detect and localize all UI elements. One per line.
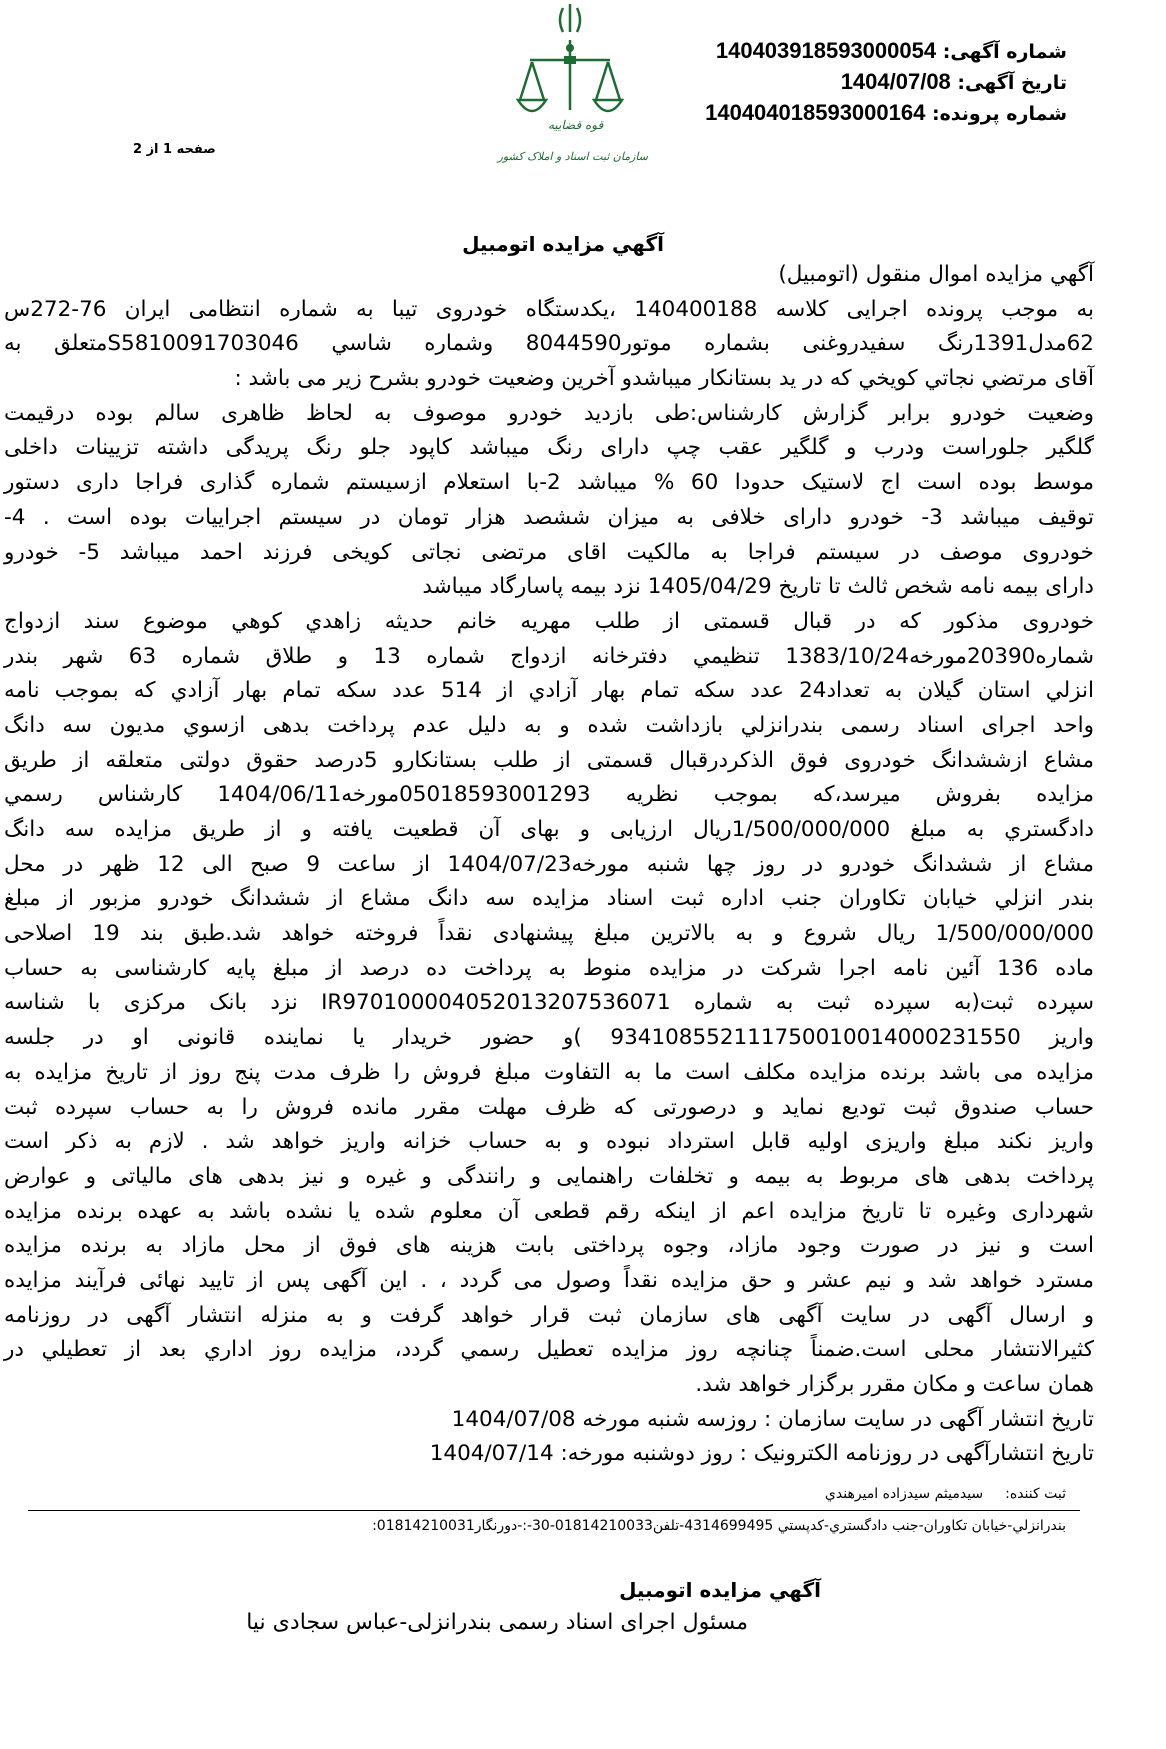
registrar-row — [825, 1486, 1066, 1502]
document-title: آگهي مزايده اتومبيل — [462, 232, 664, 256]
notice-text-line: سپرده ثبت(به سپرده ثبت به شماره IR970100004052013207536071 نزد بانک مرکزی با شناسه — [4, 990, 1094, 1016]
notice-text-line: مزایده می باشد برنده مزایده مکلف است ما به التفاوت مبلغ فروش را ظرف مدت پنج روز از تاریخ مزایده به — [4, 1059, 1094, 1085]
notice-text-line: آقای مرتضي نجاتي كويخي كه در يد بستانكار ميباشدو آخرین وضعیت خودرو بشرح زیر می باشد : — [234, 366, 1094, 392]
notice-text-line: واریز 934108552111750010014000231550 )و حضور خریدار یا نماینده قانونی او در جلسه — [4, 1025, 1094, 1051]
notice-text-line: خودروی موصف در سیستم فراجا به مالکیت اقای مرتضی نجاتی کویخی فرزند احمد میباشد 5- خودرو — [4, 539, 1094, 565]
notice-text-line: مسترد خواهد شد و نیم عشر و حق مزایده نقداً وصول می گردد ، . این آگهی پس از تایید نهائی فرآیند مزایده — [4, 1267, 1094, 1293]
notice-text-line: پرداخت بدهی های مربوط به بیمه و تخلفات راهنمایی و رانندگی و غیره و نیز بدهی های مالیاتی و عوارض — [4, 1163, 1094, 1189]
notice-text-line: واحد اجرای اسناد رسمی بندرانزلي بازداشت شده و به دلیل عدم پرداخت بدهی ازسوي مديون سه دانگ — [4, 712, 1094, 738]
notice-text-line: خودروی مذکور که در قبال قسمتی از طلب مهریه خانم حدیثه زاهدي كوهي موضوع سند ازدواج — [4, 608, 1094, 634]
ad-meta-block — [705, 36, 1067, 129]
notice-text-line: بندر انزلي خيابان تكاوران جنب اداره ثبت اسناد مزایده سه دانگ مشاع از ششدانگ خودرو مزبور از مبلغ — [4, 886, 1094, 912]
signatory: مسئول اجرای اسناد رسمی بندرانزلی-عباس سجادی نیا — [246, 1610, 748, 1635]
notice-text-line: حساب صندوق ثبت تودیع نماید و درصورتی که ظرف مهلت مقرر مانده فروش را به حساب سپرده ثبت — [4, 1094, 1094, 1120]
ad-number: 140403918593000054 — [715, 38, 937, 63]
ad-number-row — [705, 36, 1067, 67]
ad-number-label: شماره آگهی: — [942, 41, 1067, 63]
notice-text-line: گلگیر جلوراست ودرب و گلگیر عقب چپ دارای رنگ میباشد کاپود جلو رنگ پریدگی داشته تزیینات داخلی — [4, 435, 1094, 461]
notice-text-line: تاریخ انتشارآگهی در روزنامه الکترونیک : روز دوشنبه مورخه: 1404/07/14 — [429, 1441, 1094, 1467]
notice-text-line: و ارسال آگهی در سایت آگهی های سازمان ثبت قرار خواهد گرفت و به منزله انتشار آگهی در روزنامه — [4, 1302, 1094, 1328]
notice-text-line: ماده 136 آئین نامه اجرا شرکت در مزایده منوط به پرداخت ده درصد از مبلغ پایه کارشناسی به حساب — [4, 955, 1094, 981]
notice-title-repeat: آگهي مزايده اتومبيل — [619, 1578, 821, 1602]
notice-text-line: توقیف میباشد 3- خودرو دارای خلافی به میزان ششصد هزار تومان در سیستم اجراییات بوده است . 4- — [4, 504, 1094, 530]
notice-text-line: مزایده بفروش میرسد،که بموجب نظریه 05018593001293مورخه1404/06/11 کارشناس رسمي — [4, 782, 1094, 808]
page-indicator: صفحه 1 از 2 — [133, 142, 216, 157]
notice-text-line: تاریخ انتشار آگهی در سایت سازمان : روزسه شنبه مورخه 1404/07/08 — [451, 1406, 1094, 1432]
footer-divider — [28, 1510, 1080, 1511]
case-number-row — [705, 98, 1067, 129]
notice-text-line: دارای بیمه نامه شخص ثالث تا تاریخ 1405/04/29 نزد بیمه پاسارگاد میباشد — [422, 574, 1094, 600]
notice-text-line: موسط بوده است اج لاستیک حدودا 60 % میباشد 2-با استعلام ازسیستم شماره گذاری فراجا داری دستور — [4, 470, 1095, 496]
notice-text-line: 1/500/000/000 ریال شروع و به بالاترین مبلغ پیشنهادی نقداً فروخته خواهد شد.طبق بند 19 اصلاحی — [4, 921, 1094, 947]
registrar-label: ثبت کننده: — [1005, 1486, 1066, 1502]
auction-notice-body — [4, 258, 1094, 1472]
notice-text-line: کثیرالانتشار محلی است.ضمناً چنانچه روز مزایده تعطیل رسمي گردد، مزايده روز اداري بعد از تعطيلي در — [4, 1337, 1094, 1363]
scales-of-justice-icon — [500, 0, 640, 130]
logo-text-registration-org: سازمان ثبت اسناد و املاک کشور — [497, 150, 648, 163]
notice-text-line: انزلي استان گيلان به تعداد24 عدد سكه تمام بهار آزادي از 514 عدد سكه تمام بهار آزادي كه بموجب نامه — [4, 678, 1095, 704]
notice-text-line: 62مدل1391رنگ سفیدروغنی بشماره موتور8044590 وشماره شاسي S5810091703046متعلق به — [4, 331, 1094, 357]
ad-date-row — [705, 67, 1067, 98]
notice-text-line: است و نیز در صورت وجود مازاد، وجوه پرداختی بابت هزینه های فوق از محل مازاد به برنده مزایده — [4, 1233, 1094, 1259]
notice-text-line: واریز نکند مبلغ واریزی اولیه قابل استرداد نبوده و به حساب خزانه واریز خواهد شد . لازم به ذکر است — [4, 1129, 1094, 1155]
judiciary-logo — [497, 0, 648, 185]
notice-text-line: مشاع ازششدانگ خودروی فوق الذکردرقبال قسمتی از طلب بستانکارو 5درصد حقوق دولتی متعلقه از طریق — [4, 747, 1094, 773]
case-number-label: شماره پرونده: — [931, 103, 1067, 125]
ad-date: 1404/07/08 — [840, 69, 951, 94]
ad-date-label: تاریخ آگهی: — [957, 72, 1067, 94]
notice-text-line: وضعیت خودرو برابر گزارش کارشناس:طی بازدید خودرو موصوف به لحاظ ظاهری سالم بوده درقیمت — [4, 400, 1094, 426]
notice-text-line: مشاع از ششدانگ خودرو در روز چها شنبه مورخه1404/07/23 از ساعت 9 صبح الی 12 ظهر در محل — [4, 851, 1094, 877]
office-address: بندرانزلي-خيابان تكاوران-جنب دادگستري-كدپستي 4314699495-تلفن01814210033-30-:-دورنگار01814210031: — [372, 1518, 1066, 1534]
notice-text-line: شهرداری وغیره تا تاریخ مزایده اعم از اینکه رقم قطعی آن معلوم شده یا نشده باشد به عهده برنده مزایده — [4, 1198, 1094, 1224]
case-number: 140404018593000164 — [705, 100, 926, 125]
registrar-name: سیدمیثم سیدزاده امیرهندي — [824, 1486, 984, 1502]
notice-text-line: همان ساعت و مکان مقرر برگزار خواهد شد. — [695, 1372, 1094, 1397]
notice-text-line: دادگستري به مبلغ 1/500/000/000ریال ارزیابی و بهای آن قطعیت یافته و از طریق مزایده سه دانگ — [4, 817, 1095, 842]
notice-text-line: به موجب پرونده اجرایی کلاسه 140400188 ،یکدستگاه خودروی تیبا به شماره انتظامی ایران 76-272س — [4, 296, 1094, 322]
notice-text-line: آگهي مزايده اموال منقول (اتومبيل) — [778, 262, 1094, 287]
notice-text-line: شماره20390مورخه1383/10/24 تنظيمي دفترخانه ازدواج شماره 13 و طلاق شماره 63 شهر بندر — [4, 643, 1094, 669]
logo-text-judiciary: قوه قضاییه — [548, 118, 604, 132]
